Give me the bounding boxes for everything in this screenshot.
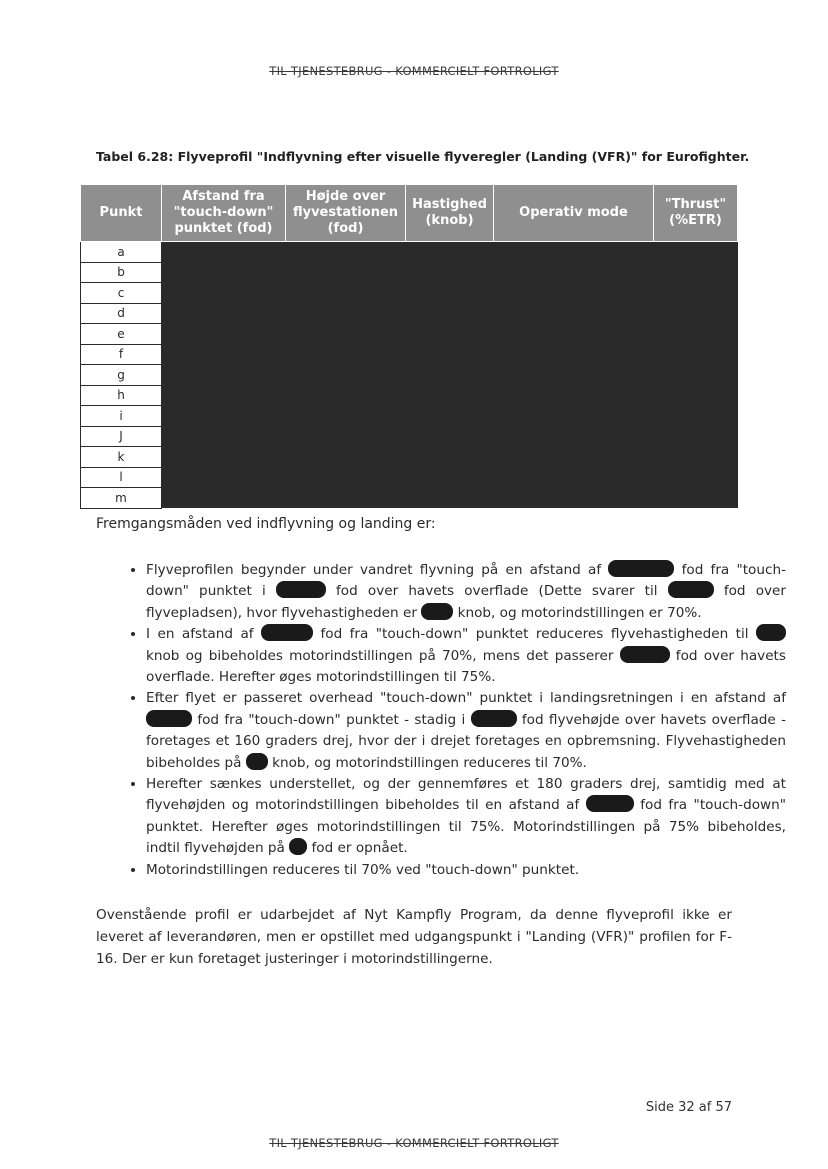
flight-profile-table: [80, 184, 738, 509]
punkt-cell: c: [81, 283, 162, 304]
bullet-text: fod fra "touch-down" punktet. Herefter øges motorindstillingen til 75%. Motorindstillingen på 75% bibeholdes, indtil flyvehøjden på: [146, 797, 787, 857]
table-row: [81, 242, 738, 263]
bullet-text: knob, og motorindstillingen reduceres til 70%.: [272, 754, 587, 771]
redaction-mark: [608, 560, 674, 577]
classification-header: TIL TJENESTEBRUG - KOMMERCIELT FORTROLIGT: [269, 64, 559, 78]
redaction-mark: [756, 624, 786, 641]
procedure-list: [96, 560, 786, 881]
redaction-mark: [620, 646, 670, 663]
punkt-cell: b: [81, 262, 162, 283]
punkt-cell: a: [81, 242, 162, 263]
classification-footer: TIL TJENESTEBRUG - KOMMERCIELT FORTROLIGT: [269, 1136, 559, 1150]
bullet-text: fod fra "touch-down" punktet - stadig i: [197, 711, 466, 728]
bullet-text: fod fra "touch-down" punktet i: [146, 562, 786, 600]
redaction-mark: [246, 753, 268, 770]
list-item: [146, 688, 786, 774]
punkt-cell: l: [81, 467, 162, 488]
redaction-mark: [586, 795, 634, 812]
punkt-cell: k: [81, 447, 162, 468]
list-item: [146, 860, 786, 881]
table-header-row: [81, 185, 738, 242]
punkt-cell: h: [81, 385, 162, 406]
punkt-cell: m: [81, 488, 162, 509]
list-item: [146, 560, 786, 624]
redaction-mark: [146, 710, 192, 727]
header-punkt: Punkt: [81, 185, 162, 242]
redaction-mark: [289, 838, 307, 855]
bullet-text: Efter flyet er passeret overhead "touch-down" punktet i landingsretningen i en afstand af: [146, 690, 786, 707]
punkt-cell: J: [81, 426, 162, 447]
punkt-cell: d: [81, 303, 162, 324]
bullet-text: fod over havets overflade (Dette svarer til: [336, 583, 658, 600]
page-number: Side 32 af 57: [645, 1100, 732, 1115]
redacted-block: [162, 242, 738, 509]
bullet-text: fod over flyvepladsen), hvor flyvehastigheden er: [146, 583, 787, 621]
header-afstand: Afstand fra "touch-down" punktet (fod): [162, 185, 286, 242]
punkt-cell: f: [81, 344, 162, 365]
punkt-cell: g: [81, 365, 162, 386]
bullet-text: knob og bibeholdes motorindstillingen på 70%, mens det passerer: [146, 647, 614, 664]
header-hastighed: Hastighed (knob): [406, 185, 494, 242]
redaction-mark: [421, 603, 453, 620]
table-caption: Tabel 6.28: Flyveprofil "Indflyvning efter visuelle flyveregler (Landing (VFR)" for Eurofighter.: [96, 149, 750, 164]
bullet-text: Herefter sænkes understellet, og der gennemføres et 180 graders drej, samtidig med at flyvehøjden og motorindstillingen bibeholdes til en afstand af: [146, 776, 786, 814]
closing-paragraph: Ovenstående profil er udarbejdet af Nyt Kampfly Program, da denne flyveprofil ikke er leveret af leverandøren, men er opstillet med udgangspunkt i "Landing (VFR)" profilen for F-16. Der er kun foretaget justeringer i motorindstillingerne.: [96, 907, 732, 967]
bullet-text: I en afstand af: [146, 626, 254, 643]
header-thrust: "Thrust" (%ETR): [654, 185, 738, 242]
redaction-mark: [668, 581, 714, 598]
punkt-cell: e: [81, 324, 162, 345]
bullet-text: fod fra "touch-down" punktet reduceres flyvehastigheden til: [320, 626, 749, 643]
list-item: [146, 774, 786, 860]
bullet-text: Flyveprofilen begynder under vandret flyvning på en afstand af: [146, 562, 602, 578]
redaction-mark: [276, 581, 326, 598]
procedure-intro: Fremgangsmåden ved indflyvning og landing er:: [96, 516, 436, 532]
list-item: [146, 624, 786, 688]
redaction-mark: [261, 624, 313, 641]
header-hoejde: Højde over flyvestationen (fod): [286, 185, 406, 242]
bullet-text: knob, og motorindstillingen er 70%.: [457, 604, 702, 621]
header-operativ-mode: Operativ mode: [494, 185, 654, 242]
bullet-text: fod over havets overflade. Herefter øges motorindstillingen til 75%.: [146, 647, 786, 686]
punkt-cell: i: [81, 406, 162, 427]
bullet-text: fod er opnået.: [311, 840, 408, 857]
bullet-text: Motorindstillingen reduceres til 70% ved "touch-down" punktet.: [146, 861, 580, 878]
redaction-mark: [471, 710, 517, 727]
bullet-text: fod flyvehøjde over havets overflade - foretages et 160 graders drej, hvor der i drejet foretages en opbremsning. Flyvehastigheden bibeholdes på: [146, 711, 786, 771]
